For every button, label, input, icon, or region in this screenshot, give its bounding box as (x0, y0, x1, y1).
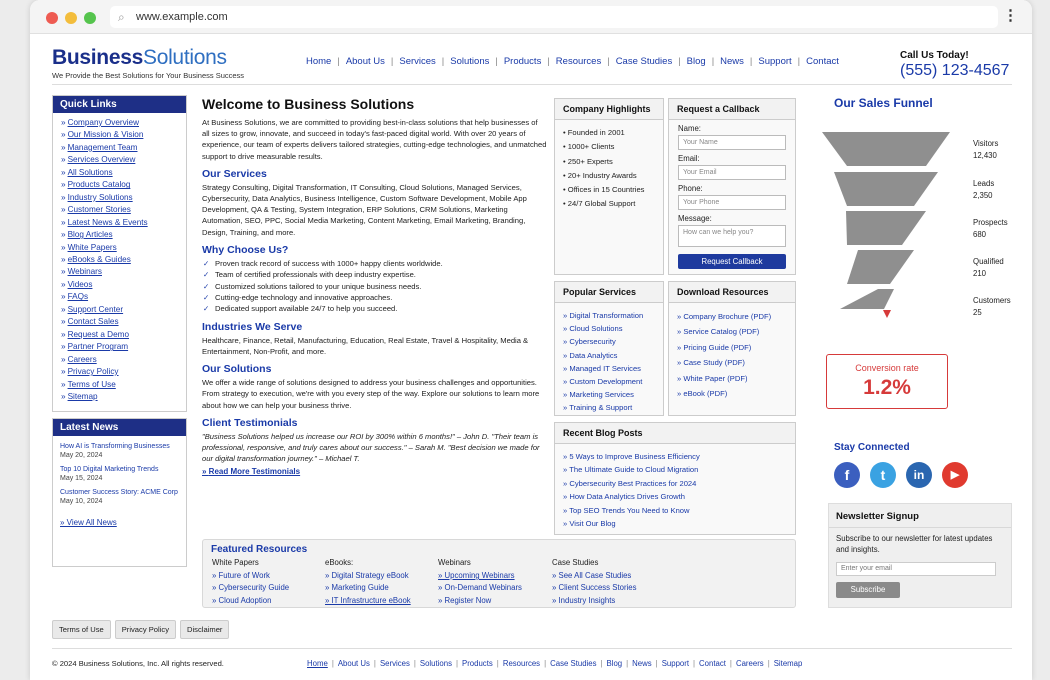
service-link-managed-it-services[interactable]: » Managed IT Services (563, 362, 655, 375)
recent-blog-list (555, 444, 795, 536)
testimonials-text: "Business Solutions helped us increase our ROI by 300% within 6 months!" – John D. "Their team is professional, responsive, and truly cares about our success." – Sarah M. "Best decision we made for our digital transformation journey." – Michael T. (202, 431, 540, 464)
featured-link-cloud-adoption[interactable]: » Cloud Adoption (212, 595, 322, 607)
funnel-stage-name: Visitors (973, 139, 999, 148)
industries-text: Healthcare, Finance, Retail, Manufacturing, Education, Real Estate, Travel & Hospitality, Media & Entertainment, Non-Profit, and more. (202, 335, 529, 357)
funnel-stage-value: 25 (973, 307, 982, 317)
featured-column-title: eBooks: (325, 558, 354, 567)
youtube-icon[interactable]: ▶ (942, 462, 968, 488)
featured-column-title: Webinars (438, 558, 471, 567)
nav-case-studies[interactable]: Case Studies (615, 56, 673, 67)
quick-link-partner-program[interactable]: » Partner Program (61, 341, 178, 353)
services-text: Strategy Consulting, Digital Transformation, IT Consulting, Cloud Solutions, Managed Services, Cybersecurity, Data Analytics, Business Intelligence, Custom Software Development, Mobile App Development, QA & Testing, System Integration, ERP Solutions, CRM Solutions, Marketing Automation, SEO, PPC, Social Media Marketing, Content Marketing, Email Marketing, Branding, Design, Training, and more. (202, 182, 527, 237)
footer-nav-services[interactable]: Services (379, 659, 410, 668)
footer-button-privacy-policy[interactable]: Privacy Policy (115, 620, 176, 639)
download-link-service-catalog-pdf[interactable]: » Service Catalog (PDF) (677, 324, 787, 339)
news-item (53, 489, 186, 505)
footer-nav-separator: | (413, 659, 416, 668)
why-item: ✓ Dedicated support available 24/7 to help you succeed. (202, 303, 547, 314)
url-text: www.example.com (136, 11, 228, 23)
name-input[interactable]: Your Name (678, 135, 786, 150)
view-all-news-link[interactable]: » View All News (60, 518, 117, 527)
download-link-pricing-guide-pdf[interactable]: » Pricing Guide (PDF) (677, 340, 787, 355)
message-label: Message: (678, 214, 712, 223)
featured-link-industry-insights[interactable]: » Industry Insights (552, 595, 662, 607)
featured-link-upcoming-webinars[interactable]: » Upcoming Webinars (438, 570, 548, 582)
quick-link-contact-sales[interactable]: » Contact Sales (61, 316, 178, 328)
services-heading: Our Services (202, 167, 267, 180)
newsletter-description: Subscribe to our newsletter for latest updates and insights. (836, 534, 993, 555)
why-item: ✓ Cutting-edge technology and innovative approaches. (202, 292, 547, 303)
download-resources-title: Download Resources (669, 282, 795, 303)
footer-nav-sitemap[interactable]: Sitemap (773, 659, 803, 668)
why-heading: Why Choose Us? (202, 243, 289, 256)
funnel-label (973, 295, 1011, 318)
footer-nav-separator: | (544, 659, 547, 668)
blog-link-5-ways-to-improve-business-efficiency[interactable]: » 5 Ways to Improve Business Efficiency (563, 450, 787, 463)
funnel-stage-value: 12,430 (973, 150, 997, 160)
recent-blog-title: Recent Blog Posts (555, 423, 795, 444)
sales-funnel (822, 96, 1012, 399)
facebook-icon[interactable]: f (834, 462, 860, 488)
quick-link-customer-stories[interactable]: » Customer Stories (61, 204, 178, 216)
quick-link-request-a-demo[interactable]: » Request a Demo (61, 329, 178, 341)
footer-nav-separator: | (331, 659, 334, 668)
download-link-ebook-pdf[interactable]: » eBook (PDF) (677, 386, 787, 401)
funnel-label (973, 138, 998, 161)
quick-link-our-mission-vision[interactable]: » Our Mission & Vision (61, 129, 178, 141)
featured-link-register-now[interactable]: » Register Now (438, 595, 548, 607)
highlight-item: • Offices in 15 Countries (563, 183, 655, 197)
footer-buttons (52, 619, 233, 639)
recent-blog-panel (554, 422, 796, 535)
footer-nav (307, 659, 802, 668)
header-divider (52, 84, 1012, 85)
quick-link-products-catalog[interactable]: » Products Catalog (61, 179, 178, 191)
newsletter-panel (828, 503, 1012, 608)
featured-column (325, 558, 435, 607)
conversion-rate-value: 1.2% (863, 376, 911, 399)
download-resources-list (669, 303, 795, 407)
nav-support[interactable]: Support (758, 56, 792, 67)
blog-link-cybersecurity-best-practices-for-2024[interactable]: » Cybersecurity Best Practices for 2024 (563, 477, 787, 490)
quick-link-white-papers[interactable]: » White Papers (61, 242, 178, 254)
highlight-item: • 24/7 Global Support (563, 197, 655, 211)
nav-separator: | (678, 56, 681, 67)
email-input[interactable]: Your Email (678, 165, 786, 180)
conversion-rate-box (826, 354, 948, 409)
brand-name-part-1: Business (52, 46, 143, 69)
download-link-company-brochure-pdf[interactable]: » Company Brochure (PDF) (677, 309, 787, 324)
footer-nav-solutions[interactable]: Solutions (419, 659, 452, 668)
nav-contact[interactable]: Contact (806, 56, 839, 67)
funnel-stage-name: Customers (973, 296, 1011, 305)
quick-link-support-center[interactable]: » Support Center (61, 304, 178, 316)
funnel-stage-visitors (822, 132, 950, 166)
company-highlights-panel (554, 98, 664, 275)
nav-news[interactable]: News (720, 56, 744, 67)
featured-link-see-all-case-studies[interactable]: » See All Case Studies (552, 570, 662, 582)
name-label: Name: (678, 124, 701, 133)
popular-services-title: Popular Services (555, 282, 663, 303)
featured-column (212, 558, 322, 607)
popular-services-list (555, 303, 663, 421)
funnel-stage-name: Leads (973, 179, 995, 188)
service-link-training-support[interactable]: » Training & Support (563, 401, 655, 414)
callback-title: Request a Callback (669, 99, 795, 120)
quick-link-ebooks-guides[interactable]: » eBooks & Guides (61, 254, 178, 266)
nav-separator: | (607, 56, 610, 67)
stay-connected (834, 442, 960, 483)
funnel-stage-leads (834, 172, 938, 206)
footer-nav-home[interactable]: Home (307, 659, 328, 668)
newsletter-email-input[interactable]: Enter your email (836, 562, 996, 576)
featured-link-marketing-guide[interactable]: » Marketing Guide (325, 582, 435, 594)
browser-toolbar (30, 0, 1032, 34)
browser-window (30, 0, 1032, 680)
quick-link-blog-articles[interactable]: » Blog Articles (61, 229, 178, 241)
funnel-stage-value: 680 (973, 229, 987, 239)
featured-column (438, 558, 548, 607)
nav-products[interactable]: Products (503, 56, 542, 67)
footer-nav-news[interactable]: News (632, 659, 652, 668)
phone-label: Phone: (678, 184, 703, 193)
quick-link-industry-solutions[interactable]: » Industry Solutions (61, 192, 178, 204)
nav-blog[interactable]: Blog (686, 56, 706, 67)
funnel-stage-value: 210 (973, 268, 987, 278)
news-item (53, 443, 186, 459)
footer-divider (52, 648, 1012, 649)
footer-nav-support[interactable]: Support (661, 659, 690, 668)
request-callback-button[interactable]: Request Callback (678, 254, 786, 269)
main-content (202, 96, 547, 476)
brand-name-part-2: Solutions (142, 46, 227, 69)
more-menu-icon[interactable]: ⋮ (1003, 7, 1018, 24)
nav-separator: | (547, 56, 550, 67)
conversion-rate-label: Conversion rate (855, 363, 919, 373)
blog-link-how-data-analytics-drives-growth[interactable]: » How Data Analytics Drives Growth (563, 490, 787, 503)
message-input[interactable]: How can we help you? (678, 225, 786, 247)
quick-link-videos[interactable]: » Videos (61, 279, 178, 291)
featured-resources-title: Featured Resources (211, 544, 308, 555)
popular-services-panel (554, 281, 664, 416)
service-link-cloud-solutions[interactable]: » Cloud Solutions (563, 322, 655, 335)
news-date: May 15, 2024 (60, 475, 103, 482)
copyright: © 2024 Business Solutions, Inc. All rights reserved. (52, 659, 224, 668)
news-date: May 20, 2024 (60, 452, 103, 459)
testimonials-heading: Client Testimonials (202, 416, 298, 429)
maximize-window-button[interactable] (84, 12, 96, 24)
footer-nav-careers[interactable]: Careers (735, 659, 764, 668)
blog-link-the-ultimate-guide-to-cloud-migration[interactable]: » The Ultimate Guide to Cloud Migration (563, 463, 787, 476)
featured-link-cybersecurity-guide[interactable]: » Cybersecurity Guide (212, 582, 322, 594)
featured-column-title: White Papers (212, 558, 259, 567)
quick-link-sitemap[interactable]: » Sitemap (61, 391, 178, 403)
footer-nav-separator: | (693, 659, 696, 668)
quick-link-faqs[interactable]: » FAQs (61, 291, 178, 303)
funnel-stage-value: 2,350 (973, 190, 993, 200)
nav-about-us[interactable]: About Us (345, 56, 385, 67)
featured-link-future-of-work[interactable]: » Future of Work (212, 570, 322, 582)
footer-nav-contact[interactable]: Contact (699, 659, 726, 668)
footer-nav-separator: | (767, 659, 770, 668)
nav-services[interactable]: Services (399, 56, 436, 67)
footer-nav-blog[interactable]: Blog (606, 659, 623, 668)
read-more-testimonials-link[interactable]: » Read More Testimonials (202, 467, 547, 476)
footer-nav-separator: | (496, 659, 499, 668)
newsletter-title: Newsletter Signup (829, 504, 1011, 528)
minimize-window-button[interactable] (65, 12, 77, 24)
featured-resources (202, 539, 796, 608)
nav-resources[interactable]: Resources (555, 56, 602, 67)
footer-nav-resources[interactable]: Resources (502, 659, 541, 668)
download-link-white-paper-pdf[interactable]: » White Paper (PDF) (677, 371, 787, 386)
why-list (202, 258, 547, 315)
funnel-tip (883, 310, 891, 318)
funnel-graphic (822, 132, 957, 364)
phone-input[interactable]: Your Phone (678, 195, 786, 210)
footer-nav-separator: | (373, 659, 376, 668)
news-title[interactable]: Top 10 Digital Marketing Trends (60, 466, 159, 473)
funnel-stage-qualified (847, 250, 914, 284)
quick-links-panel (52, 95, 187, 412)
twitter-icon[interactable]: t (870, 462, 896, 488)
footer-nav-separator: | (600, 659, 603, 668)
solutions-text: We offer a wide range of solutions designed to address your business challenges and opportunities. From strategy to execution, we're with you every step of the way. Explore our solutions to learn more about how we can help your business thrive. (202, 378, 540, 410)
quick-link-careers[interactable]: » Careers (61, 354, 178, 366)
footer-nav-separator: | (455, 659, 458, 668)
featured-column-title: Case Studies (552, 558, 599, 567)
funnel-stage-customers (840, 289, 894, 309)
company-highlights-title: Company Highlights (555, 99, 663, 120)
latest-news-title: Latest News (53, 419, 186, 436)
quick-link-all-solutions[interactable]: » All Solutions (61, 167, 178, 179)
highlight-item: • Founded in 2001 (563, 126, 655, 140)
footer-nav-separator: | (729, 659, 732, 668)
funnel-label (973, 178, 994, 201)
service-link-custom-development[interactable]: » Custom Development (563, 375, 655, 388)
page-title: Welcome to Business Solutions (202, 96, 415, 112)
highlight-item: • 20+ Industry Awards (563, 169, 655, 183)
download-link-case-study-pdf[interactable]: » Case Study (PDF) (677, 355, 787, 370)
blog-link-visit-our-blog[interactable]: » Visit Our Blog (563, 517, 787, 530)
nav-home[interactable]: Home (306, 56, 332, 67)
news-title[interactable]: How AI is Transforming Businesses (60, 443, 170, 450)
news-list (53, 443, 186, 505)
brand-name (52, 46, 244, 70)
site-logo[interactable] (52, 46, 244, 80)
news-date: May 10, 2024 (60, 498, 103, 505)
sales-funnel-title: Our Sales Funnel (834, 96, 933, 110)
email-label: Email: (678, 154, 700, 163)
highlight-item: • 250+ Experts (563, 155, 655, 169)
latest-news-panel (52, 418, 187, 567)
service-link-digital-transformation[interactable]: » Digital Transformation (563, 309, 655, 322)
industries-heading: Industries We Serve (202, 320, 303, 333)
funnel-stage-prospects (846, 211, 926, 245)
featured-link-it-infrastructure-ebook[interactable]: » IT Infrastructure eBook (325, 595, 435, 607)
nav-separator: | (390, 56, 394, 67)
funnel-stage-name: Qualified (973, 257, 1004, 266)
highlight-item: • 1000+ Clients (563, 140, 655, 154)
nav-separator: | (797, 56, 801, 67)
nav-separator: | (441, 56, 445, 67)
nav-separator: | (337, 56, 340, 67)
callback-panel (668, 98, 796, 275)
featured-link-on-demand-webinars[interactable]: » On-Demand Webinars (438, 582, 548, 594)
quick-link-terms-of-use[interactable]: » Terms of Use (61, 379, 178, 391)
quick-links-list (53, 113, 186, 407)
footer-nav-about-us[interactable]: About Us (337, 659, 370, 668)
quick-link-latest-news-events[interactable]: » Latest News & Events (61, 217, 178, 229)
nav-solutions[interactable]: Solutions (450, 56, 490, 67)
footer-nav-products[interactable]: Products (462, 659, 493, 668)
why-item: ✓ Team of certified professionals with deep industry expertise. (202, 269, 547, 280)
featured-column (552, 558, 662, 607)
close-window-button[interactable] (46, 12, 58, 24)
call-us-label: Call Us Today! (900, 50, 969, 61)
blog-link-top-seo-trends-you-need-to-know[interactable]: » Top SEO Trends You Need to Know (563, 504, 787, 517)
why-item: ✓ Customized solutions tailored to your unique business needs. (202, 281, 547, 292)
intro-text: At Business Solutions, we are committed to providing best-in-class solutions that help businesses of all sizes to grow, innovate, and succeed in today's fast-paced digital world. With over 20 years of experience, our team of experts delivers tailored strategies, cutting-edge technologies, and unmatched support to drive measurable results. (202, 118, 547, 161)
funnel-stage-name: Prospects (973, 218, 1008, 227)
quick-link-webinars[interactable]: » Webinars (61, 266, 178, 278)
nav-separator: | (495, 56, 498, 67)
service-link-marketing-services[interactable]: » Marketing Services (563, 388, 655, 401)
service-link-data-analytics[interactable]: » Data Analytics (563, 349, 655, 362)
quick-links-title: Quick Links (53, 96, 186, 113)
footer-nav-case-studies[interactable]: Case Studies (550, 659, 597, 668)
main-nav (306, 56, 839, 67)
linkedin-icon[interactable]: in (906, 462, 932, 488)
nav-separator: | (711, 56, 715, 67)
highlights-list (555, 120, 663, 218)
why-item: ✓ Proven track record of success with 1000+ happy clients worldwide. (202, 258, 547, 269)
subscribe-button[interactable]: Subscribe (836, 582, 900, 598)
footer-nav-separator: | (655, 659, 658, 668)
download-resources-panel (668, 281, 796, 416)
call-us (900, 50, 1012, 80)
footer-nav-separator: | (626, 659, 629, 668)
featured-link-client-success-stories[interactable]: » Client Success Stories (552, 582, 662, 594)
phone-number[interactable]: (555) 123-4567 (900, 62, 1010, 79)
news-item (53, 466, 186, 482)
funnel-label (973, 256, 1004, 279)
footer-button-disclaimer[interactable]: Disclaimer (180, 620, 229, 639)
service-link-cybersecurity[interactable]: » Cybersecurity (563, 335, 655, 348)
quick-link-management-team[interactable]: » Management Team (61, 142, 178, 154)
address-bar[interactable] (110, 6, 998, 28)
search-icon: ⌕ (118, 10, 125, 24)
nav-separator: | (749, 56, 753, 67)
funnel-label (973, 217, 1008, 240)
quick-link-company-overview[interactable]: » Company Overview (61, 117, 178, 129)
footer-button-terms-of-use[interactable]: Terms of Use (52, 620, 111, 639)
news-title[interactable]: Customer Success Story: ACME Corp (60, 489, 178, 496)
solutions-heading: Our Solutions (202, 363, 272, 376)
tagline: We Provide the Best Solutions for Your Business Success (52, 71, 245, 80)
featured-link-digital-strategy-ebook[interactable]: » Digital Strategy eBook (325, 570, 435, 582)
stay-connected-title: Stay Connected (834, 442, 910, 453)
quick-link-services-overview[interactable]: » Services Overview (61, 154, 178, 166)
quick-link-privacy-policy[interactable]: » Privacy Policy (61, 366, 178, 378)
